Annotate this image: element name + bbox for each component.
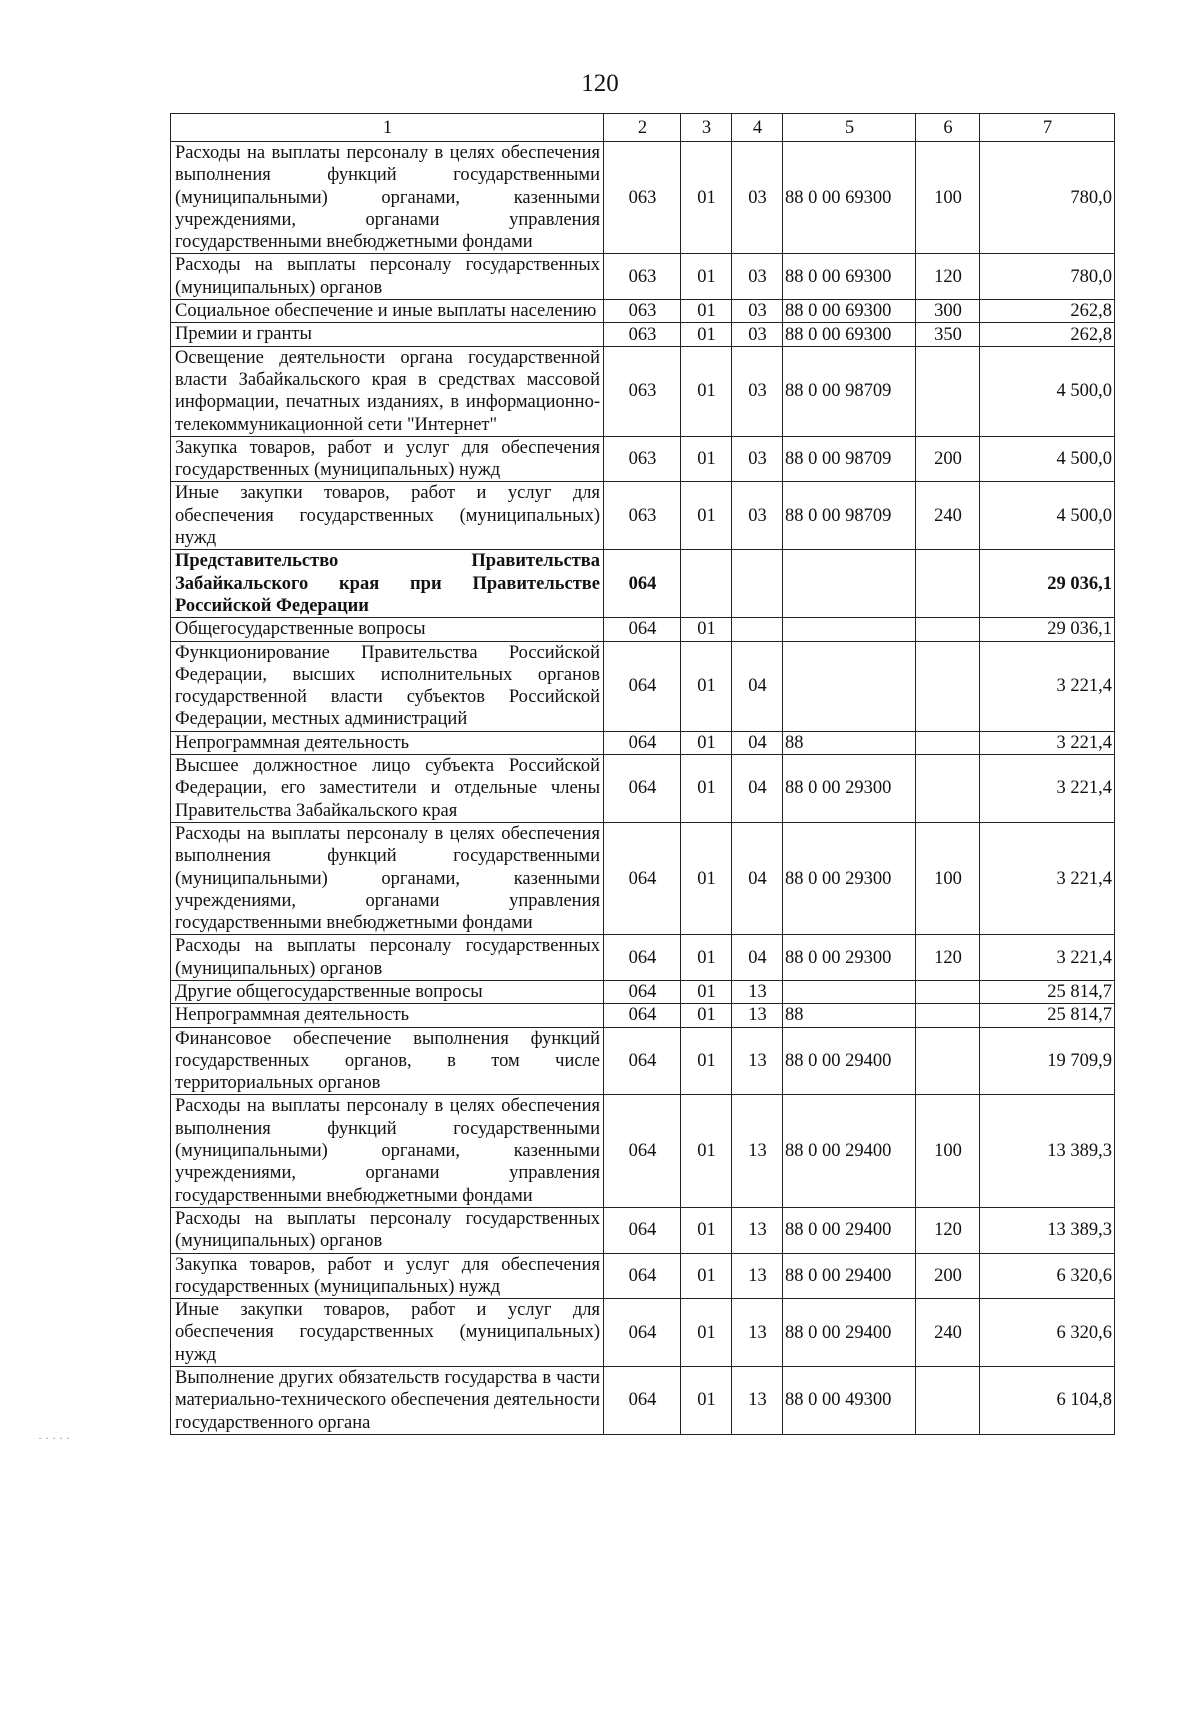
row-target-article-cell (783, 550, 916, 618)
row-amount-cell: 262,8 (980, 323, 1115, 346)
row-subsection-cell: 03 (732, 142, 783, 254)
row-amount-cell: 4 500,0 (980, 482, 1115, 550)
row-target-article-cell: 88 0 00 98709 (783, 346, 916, 436)
row-amount-cell: 25 814,7 (980, 1004, 1115, 1027)
row-subsection-cell: 03 (732, 482, 783, 550)
row-expense-type-cell: 350 (916, 323, 980, 346)
row-expense-type-cell (916, 550, 980, 618)
row-amount-cell: 6 104,8 (980, 1367, 1115, 1435)
row-section-cell: 01 (681, 1367, 732, 1435)
row-name-cell: Выполнение других обязательств государства в части материально-технического обеспечения деятельности государственного органа (171, 1367, 604, 1435)
table-row (171, 1027, 1115, 1095)
row-ministry-code-cell: 063 (604, 142, 681, 254)
table-row (171, 980, 1115, 1003)
table-row (171, 436, 1115, 482)
row-target-article-cell: 88 0 00 29300 (783, 755, 916, 823)
row-ministry-code-cell: 064 (604, 1253, 681, 1299)
row-target-article-cell: 88 0 00 29300 (783, 935, 916, 981)
row-ministry-code-cell: 064 (604, 550, 681, 618)
row-subsection-cell: 03 (732, 323, 783, 346)
row-subsection-cell: 04 (732, 822, 783, 934)
row-amount-cell: 19 709,9 (980, 1027, 1115, 1095)
row-section-cell: 01 (681, 935, 732, 981)
column-header-2: 2 (604, 114, 681, 142)
row-section-cell: 01 (681, 641, 732, 731)
row-section-cell: 01 (681, 618, 732, 641)
row-expense-type-cell (916, 618, 980, 641)
row-name-cell: Расходы на выплаты персоналу государственных (муниципальных) органов (171, 254, 604, 300)
row-ministry-code-cell: 063 (604, 323, 681, 346)
row-target-article-cell: 88 0 00 49300 (783, 1367, 916, 1435)
page-number: 120 (581, 70, 619, 97)
row-amount-cell: 25 814,7 (980, 980, 1115, 1003)
row-name-cell: Социальное обеспечение и иные выплаты населению (171, 300, 604, 323)
row-target-article-cell: 88 0 00 29400 (783, 1299, 916, 1367)
row-amount-cell: 3 221,4 (980, 641, 1115, 731)
column-header-3: 3 (681, 114, 732, 142)
row-name-cell: Освещение деятельности органа государственной власти Забайкальского края в средствах массовой информации, печатных изданиях, в информационно-телекоммуникационной сети "Интернет" (171, 346, 604, 436)
row-name-cell: Закупка товаров, работ и услуг для обеспечения государственных (муниципальных) нужд (171, 436, 604, 482)
row-name-cell: Финансовое обеспечение выполнения функций государственных органов, в том числе территориальных органов (171, 1027, 604, 1095)
row-target-article-cell: 88 0 00 29400 (783, 1095, 916, 1207)
row-ministry-code-cell: 064 (604, 1299, 681, 1367)
table-row (171, 254, 1115, 300)
row-ministry-code-cell: 064 (604, 1095, 681, 1207)
row-amount-cell: 6 320,6 (980, 1299, 1115, 1367)
row-amount-cell: 13 389,3 (980, 1095, 1115, 1207)
row-target-article-cell: 88 (783, 1004, 916, 1027)
row-ministry-code-cell: 064 (604, 822, 681, 934)
row-subsection-cell (732, 550, 783, 618)
row-amount-cell: 3 221,4 (980, 935, 1115, 981)
row-ministry-code-cell: 063 (604, 254, 681, 300)
row-subsection-cell: 04 (732, 641, 783, 731)
row-name-cell: Иные закупки товаров, работ и услуг для обеспечения государственных (муниципальных) нужд (171, 1299, 604, 1367)
row-target-article-cell: 88 0 00 98709 (783, 482, 916, 550)
row-name-cell: Функционирование Правительства Российской Федерации, высших исполнительных органов государственной власти субъектов Российской Федерации, местных администраций (171, 641, 604, 731)
row-subsection-cell: 13 (732, 980, 783, 1003)
row-target-article-cell: 88 0 00 29300 (783, 822, 916, 934)
row-expense-type-cell: 120 (916, 935, 980, 981)
row-amount-cell: 29 036,1 (980, 550, 1115, 618)
row-subsection-cell: 04 (732, 935, 783, 981)
row-subsection-cell: 04 (732, 731, 783, 754)
row-ministry-code-cell: 063 (604, 482, 681, 550)
row-ministry-code-cell: 064 (604, 980, 681, 1003)
row-subsection-cell: 03 (732, 436, 783, 482)
row-expense-type-cell: 100 (916, 142, 980, 254)
row-target-article-cell: 88 0 00 29400 (783, 1253, 916, 1299)
row-amount-cell: 29 036,1 (980, 618, 1115, 641)
table-row (171, 1253, 1115, 1299)
row-section-cell: 01 (681, 1299, 732, 1367)
row-amount-cell: 4 500,0 (980, 346, 1115, 436)
row-name-cell: Расходы на выплаты персоналу в целях обеспечения выполнения функций государственными (муниципальными) органами, казенными учреждениями, органами управления государственными внебюджетными фондами (171, 1095, 604, 1207)
row-subsection-cell: 13 (732, 1027, 783, 1095)
row-expense-type-cell: 200 (916, 436, 980, 482)
row-expense-type-cell: 300 (916, 300, 980, 323)
row-subsection-cell: 13 (732, 1367, 783, 1435)
row-amount-cell: 262,8 (980, 300, 1115, 323)
row-name-cell: Непрограммная деятельность (171, 731, 604, 754)
row-amount-cell: 13 389,3 (980, 1207, 1115, 1253)
row-ministry-code-cell: 064 (604, 618, 681, 641)
row-target-article-cell: 88 0 00 29400 (783, 1027, 916, 1095)
row-expense-type-cell: 100 (916, 822, 980, 934)
row-section-cell: 01 (681, 482, 732, 550)
row-ministry-code-cell: 064 (604, 1367, 681, 1435)
row-name-cell: Расходы на выплаты персоналу в целях обеспечения выполнения функций государственными (муниципальными) органами, казенными учреждениями, органами управления государственными внебюджетными фондами (171, 142, 604, 254)
row-section-cell: 01 (681, 1004, 732, 1027)
row-expense-type-cell: 100 (916, 1095, 980, 1207)
table-row (171, 323, 1115, 346)
table-row (171, 1207, 1115, 1253)
table-row (171, 731, 1115, 754)
row-expense-type-cell (916, 346, 980, 436)
row-subsection-cell: 13 (732, 1299, 783, 1367)
row-ministry-code-cell: 064 (604, 1004, 681, 1027)
column-header-6: 6 (916, 114, 980, 142)
row-ministry-code-cell: 064 (604, 1207, 681, 1253)
row-amount-cell: 3 221,4 (980, 822, 1115, 934)
table-row (171, 1299, 1115, 1367)
row-expense-type-cell: 200 (916, 1253, 980, 1299)
row-name-cell: Расходы на выплаты персоналу государственных (муниципальных) органов (171, 1207, 604, 1253)
row-section-cell: 01 (681, 142, 732, 254)
row-ministry-code-cell: 064 (604, 641, 681, 731)
row-section-cell: 01 (681, 300, 732, 323)
row-subsection-cell: 03 (732, 300, 783, 323)
row-name-cell: Общегосударственные вопросы (171, 618, 604, 641)
row-target-article-cell: 88 (783, 731, 916, 754)
row-subsection-cell (732, 618, 783, 641)
row-section-cell (681, 550, 732, 618)
row-target-article-cell: 88 0 00 29400 (783, 1207, 916, 1253)
row-ministry-code-cell: 063 (604, 346, 681, 436)
row-section-cell: 01 (681, 254, 732, 300)
table-row (171, 346, 1115, 436)
row-expense-type-cell: 240 (916, 482, 980, 550)
row-target-article-cell: 88 0 00 69300 (783, 323, 916, 346)
row-name-cell: Представительство Правительства Забайкальского края при Правительстве Российской Федерации (171, 550, 604, 618)
row-section-cell: 01 (681, 1253, 732, 1299)
budget-table (170, 113, 1115, 1435)
row-expense-type-cell: 120 (916, 1207, 980, 1253)
row-section-cell: 01 (681, 980, 732, 1003)
row-expense-type-cell: 120 (916, 254, 980, 300)
table-row (171, 1004, 1115, 1027)
row-section-cell: 01 (681, 323, 732, 346)
row-section-cell: 01 (681, 1027, 732, 1095)
row-section-cell: 01 (681, 731, 732, 754)
row-amount-cell: 6 320,6 (980, 1253, 1115, 1299)
row-name-cell: Расходы на выплаты персоналу государственных (муниципальных) органов (171, 935, 604, 981)
row-section-cell: 01 (681, 755, 732, 823)
column-header-5: 5 (783, 114, 916, 142)
row-ministry-code-cell: 064 (604, 935, 681, 981)
row-ministry-code-cell: 064 (604, 755, 681, 823)
row-target-article-cell: 88 0 00 69300 (783, 142, 916, 254)
column-header-4: 4 (732, 114, 783, 142)
row-ministry-code-cell: 063 (604, 436, 681, 482)
row-name-cell: Непрограммная деятельность (171, 1004, 604, 1027)
row-amount-cell: 3 221,4 (980, 755, 1115, 823)
row-name-cell: Высшее должностное лицо субъекта Российской Федерации, его заместители и отдельные члены Правительства Забайкальского края (171, 755, 604, 823)
scan-artifact: · · · · · (38, 1431, 70, 1445)
table-row (171, 1367, 1115, 1435)
row-expense-type-cell (916, 755, 980, 823)
table-row (171, 618, 1115, 641)
column-header-7: 7 (980, 114, 1115, 142)
table-row (171, 935, 1115, 981)
row-subsection-cell: 04 (732, 755, 783, 823)
row-subsection-cell: 13 (732, 1004, 783, 1027)
table-row (171, 822, 1115, 934)
row-amount-cell: 3 221,4 (980, 731, 1115, 754)
row-target-article-cell (783, 980, 916, 1003)
row-amount-cell: 4 500,0 (980, 436, 1115, 482)
row-name-cell: Закупка товаров, работ и услуг для обеспечения государственных (муниципальных) нужд (171, 1253, 604, 1299)
row-amount-cell: 780,0 (980, 142, 1115, 254)
row-subsection-cell: 03 (732, 254, 783, 300)
row-subsection-cell: 13 (732, 1207, 783, 1253)
table-row (171, 550, 1115, 618)
row-subsection-cell: 13 (732, 1095, 783, 1207)
row-expense-type-cell: 240 (916, 1299, 980, 1367)
table-row (171, 300, 1115, 323)
row-target-article-cell: 88 0 00 69300 (783, 254, 916, 300)
row-subsection-cell: 13 (732, 1253, 783, 1299)
table-row (171, 142, 1115, 254)
row-expense-type-cell (916, 731, 980, 754)
row-ministry-code-cell: 064 (604, 731, 681, 754)
table-row (171, 1095, 1115, 1207)
table-header-row (171, 114, 1115, 142)
table-row (171, 482, 1115, 550)
row-name-cell: Иные закупки товаров, работ и услуг для обеспечения государственных (муниципальных) нужд (171, 482, 604, 550)
row-section-cell: 01 (681, 346, 732, 436)
table-row (171, 755, 1115, 823)
row-section-cell: 01 (681, 1095, 732, 1207)
row-section-cell: 01 (681, 822, 732, 934)
table-row (171, 641, 1115, 731)
row-expense-type-cell (916, 641, 980, 731)
column-header-1: 1 (171, 114, 604, 142)
row-expense-type-cell (916, 1367, 980, 1435)
row-target-article-cell: 88 0 00 98709 (783, 436, 916, 482)
row-subsection-cell: 03 (732, 346, 783, 436)
row-amount-cell: 780,0 (980, 254, 1115, 300)
row-target-article-cell (783, 618, 916, 641)
row-ministry-code-cell: 064 (604, 1027, 681, 1095)
row-expense-type-cell (916, 1027, 980, 1095)
row-ministry-code-cell: 063 (604, 300, 681, 323)
row-expense-type-cell (916, 1004, 980, 1027)
row-section-cell: 01 (681, 1207, 732, 1253)
row-name-cell: Другие общегосударственные вопросы (171, 980, 604, 1003)
row-target-article-cell (783, 641, 916, 731)
row-expense-type-cell (916, 980, 980, 1003)
row-target-article-cell: 88 0 00 69300 (783, 300, 916, 323)
row-name-cell: Расходы на выплаты персоналу в целях обеспечения выполнения функций государственными (муниципальными) органами, казенными учреждениями, органами управления государственными внебюджетными фондами (171, 822, 604, 934)
row-section-cell: 01 (681, 436, 732, 482)
row-name-cell: Премии и гранты (171, 323, 604, 346)
